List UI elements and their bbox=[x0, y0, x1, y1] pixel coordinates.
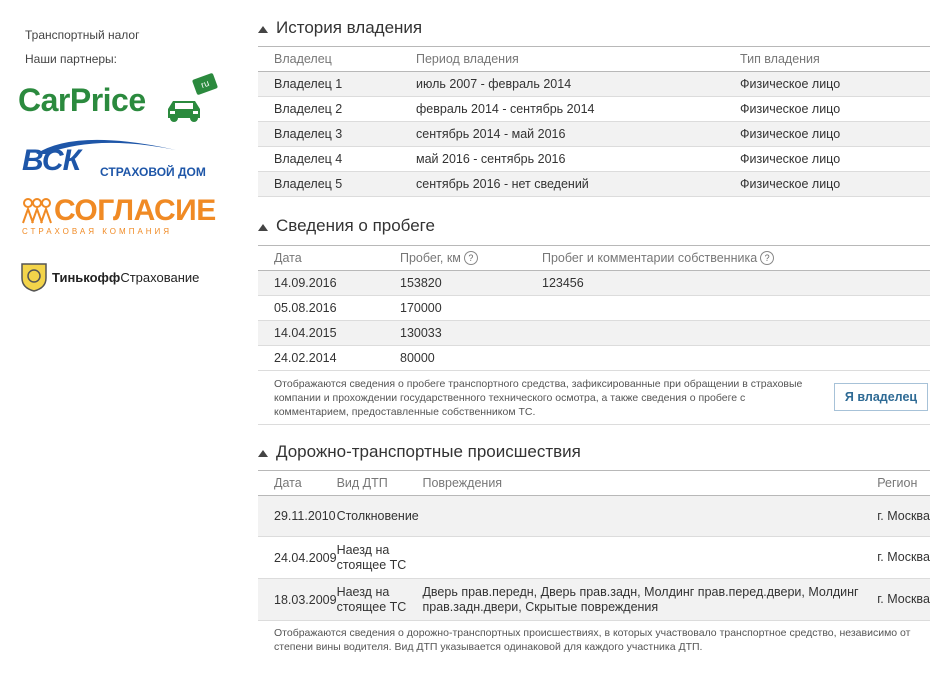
accidents-section-toggle[interactable] bbox=[258, 442, 581, 462]
accidents-table bbox=[258, 470, 930, 621]
mileage-section-toggle[interactable] bbox=[258, 216, 435, 236]
collapse-triangle-icon bbox=[258, 26, 268, 33]
table-row: 29.11.2010 Столкновение г. Москва bbox=[258, 496, 930, 537]
table-row: Владелец 1 июль 2007 - февраль 2014 Физическое лицо bbox=[258, 72, 930, 97]
table-header-row bbox=[258, 471, 930, 496]
table-row: 18.03.2009 Наезд на стоящее ТС Дверь прав.передн, Дверь прав.задн, Молдинг прав.перед.двери, Молдинг прав.задн.двери, Скрытые повреждения г. Москва bbox=[258, 579, 930, 621]
mileage-table bbox=[258, 245, 930, 371]
table-header-row bbox=[258, 246, 930, 271]
tinkoff-shield-icon bbox=[20, 262, 48, 292]
divider bbox=[258, 424, 930, 425]
table-row: Владелец 3 сентябрь 2014 - май 2016 Физическое лицо bbox=[258, 122, 930, 147]
car-icon bbox=[164, 92, 204, 124]
collapse-triangle-icon bbox=[258, 450, 268, 457]
column-header: Повреждения bbox=[422, 471, 867, 496]
column-header: Пробег, км ? bbox=[384, 246, 526, 271]
column-header: Тип владения bbox=[724, 47, 930, 72]
i-am-owner-button[interactable]: Я владелец bbox=[834, 383, 928, 411]
tinkoff-logo[interactable]: ТинькоффСтрахование bbox=[20, 262, 220, 292]
ownership-table bbox=[258, 46, 930, 197]
table-row: 14.09.2016 153820 123456 bbox=[258, 271, 930, 296]
ownership-section-toggle[interactable] bbox=[258, 18, 422, 38]
table-row: Владелец 5 сентябрь 2016 - нет сведений Физическое лицо bbox=[258, 172, 930, 197]
sidebar bbox=[0, 0, 250, 682]
ownership-title: История владения bbox=[276, 18, 423, 37]
mileage-title: Сведения о пробеге bbox=[276, 216, 435, 235]
table-row: Владелец 2 февраль 2014 - сентябрь 2014 Физическое лицо bbox=[258, 97, 930, 122]
soglasie-logo[interactable]: СОГЛАСИЕ СТРАХОВАЯ КОМПАНИЯ bbox=[22, 194, 216, 236]
people-icon bbox=[20, 197, 54, 225]
help-icon[interactable]: ? bbox=[464, 251, 478, 265]
sidebar-link-transport-tax[interactable]: Транспортный налог bbox=[25, 28, 140, 42]
carprice-ru-badge: ru bbox=[192, 73, 218, 96]
column-header: Владелец bbox=[258, 47, 400, 72]
column-header: Пробег и комментарии собственника ? bbox=[526, 246, 930, 271]
carprice-logo[interactable]: CarPrice ru bbox=[18, 82, 228, 127]
table-row: 24.04.2009 Наезд на стоящее ТС г. Москва bbox=[258, 537, 930, 579]
vsk-logo[interactable]: ВСК СТРАХОВОЙ ДОМ bbox=[22, 132, 222, 182]
collapse-triangle-icon bbox=[258, 224, 268, 231]
column-header: Дата bbox=[258, 471, 337, 496]
column-header: Регион bbox=[867, 471, 930, 496]
accidents-title: Дорожно-транспортные происшествия bbox=[276, 442, 581, 461]
column-header: Дата bbox=[258, 246, 384, 271]
table-row: 24.02.2014 80000 bbox=[258, 346, 930, 371]
column-header: Период владения bbox=[400, 47, 724, 72]
table-row: 14.04.2015 130033 bbox=[258, 321, 930, 346]
table-header-row bbox=[258, 47, 930, 72]
mileage-note: Отображаются сведения о пробеге транспортного средства, зафиксированные при обращении в страховые компании и прохождении государственного технического осмотра, а также сведения о пробеге с комментарием, предоставленные собственником ТС. bbox=[274, 378, 803, 418]
column-header: Вид ДТП bbox=[337, 471, 423, 496]
help-icon[interactable]: ? bbox=[760, 251, 774, 265]
partners-label: Наши партнеры: bbox=[25, 52, 118, 66]
accidents-note: Отображаются сведения о дорожно-транспортных происшествиях, в которых участвовало транспортное средство, независимо от степени вины водителя. Вид ДТП указывается одинаковой для каждого участника ДТП. bbox=[274, 627, 911, 653]
table-row: 05.08.2016 170000 bbox=[258, 296, 930, 321]
table-row: Владелец 4 май 2016 - сентябрь 2016 Физическое лицо bbox=[258, 147, 930, 172]
